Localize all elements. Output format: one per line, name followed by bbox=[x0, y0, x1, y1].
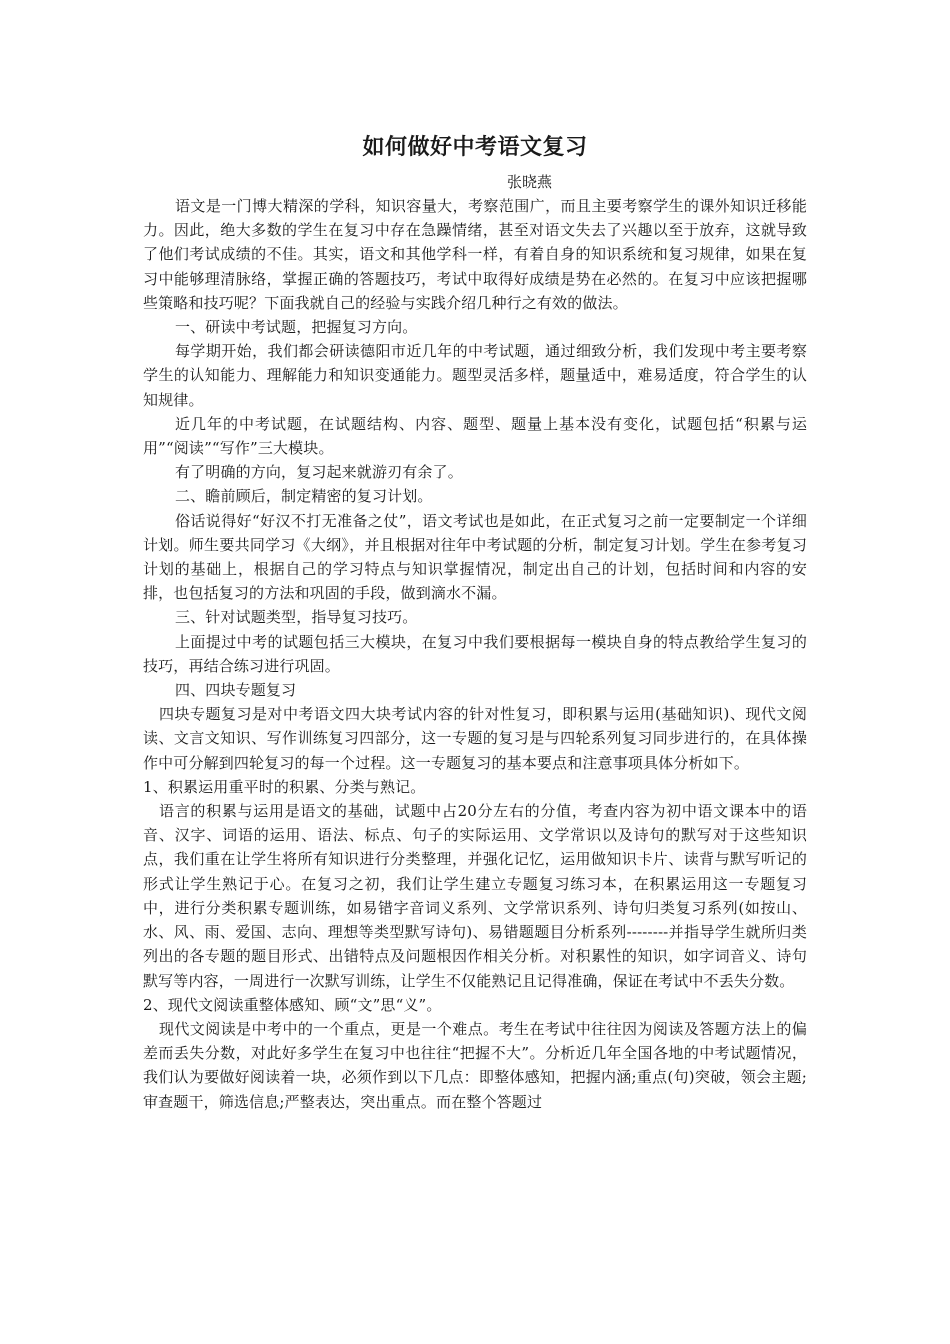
paragraph: 近几年的中考试题，在试题结构、内容、题型、题量上基本没有变化，试题包括“积累与运用”“阅读”“写作”三大模块。 bbox=[143, 414, 807, 458]
document-title: 如何做好中考语文复习 bbox=[362, 135, 588, 160]
subsection-heading-1: 1、积累运用重平时的积累、分类与熟记。 bbox=[143, 777, 426, 796]
paragraph: 有了明确的方向，复习起来就游刃有余了。 bbox=[175, 463, 463, 482]
section-heading-4: 四、四块专题复习 bbox=[175, 681, 297, 700]
document-author: 张晓燕 bbox=[507, 173, 553, 191]
document-page bbox=[143, 132, 807, 1114]
paragraph-intro: 语文是一门博大精深的学科，知识容量大，考察范围广，而且主要考察学生的课外知识迁移能力。因此，绝大多数的学生在复习中存在急躁情绪，甚至对语文失去了兴趣以至于放弃，这就导致了他们考试成绩的不佳。其实，语文和其他学科一样，有着自身的知识系统和复习规律，如果在复习中能够理清脉络，掌握正确的答题技巧，考试中取得好成绩是势在必然的。在复习中应该把握哪些策略和技巧呢？下面我就自己的经验与实践介绍几种行之有效的做法。 bbox=[143, 197, 807, 312]
paragraph: 现代文阅读是中考中的一个重点，更是一个难点。考生在考试中往往因为阅读及答题方法上的偏差而丢失分数，对此好多学生在复习中也往往“把握不大”。分析近几年全国各地的中考试题情况，我们认为要做好阅读着一块，必须作到以下几点：即整体感知，把握内涵;重点(句)突破，领会主题;审查题干，筛选信息;严整表达，突出重点。而在整个答题过 bbox=[143, 1019, 807, 1111]
paragraph: 语言的积累与运用是语文的基础，试题中占20分左右的分值，考查内容为初中语文课本中的语音、汉字、词语的运用、语法、标点、句子的实际运用、文学常识以及诗句的默写对于这些知识点，我们重在让学生将所有知识进行分类整理，并强化记忆，运用做知识卡片、读背与默写听记的形式让学生熟记于心。在复习之初，我们让学生建立专题复习练习本，在积累运用这一专题复习中，进行分类积累专题训练，如易错字音词义系列、文学常识系列、诗句归类复习系列(如按山、水、风、雨、爱国、志向、理想等类型默写诗句)、易错题题目分析系列--------并指导学生就所归类列出的各专题的题目形式、出错特点及问题根因作相关分析。对积累性的知识，如字词音义、诗句默写等内容，一周进行一次默写训练，让学生不仅能熟记且记得准确，保证在考试中不丢失分数。 bbox=[143, 802, 807, 990]
paragraph: 俗话说得好“好汉不打无准备之仗”，语文考试也是如此，在正式复习之前一定要制定一个详细计划。师生要共同学习《大纲》，并且根据对往年中考试题的分析，制定复习计划。学生在参考复习计划的基础上，根据自己的学习特点与知识掌握情况，制定出自己的计划，包括时间和内容的安排，也包括复习的方法和巩固的手段，做到滴水不漏。 bbox=[143, 511, 807, 603]
section-heading-2: 二、瞻前顾后，制定精密的复习计划。 bbox=[175, 487, 433, 506]
subsection-heading-2: 2、现代文阅读重整体感知、顾“文”思“义”。 bbox=[143, 995, 442, 1014]
section-heading-1: 一、研读中考试题，把握复习方向。 bbox=[175, 318, 418, 337]
paragraph: 四块专题复习是对中考语文四大块考试内容的针对性复习，即积累与运用(基础知识)、现代文阅读、文言文知识、写作训练复习四部分，这一专题的复习是与四轮系列复习同步进行的，在具体操作中可分解到四轮复习的每一个过程。这一专题复习的基本要点和注意事项具体分析如下。 bbox=[143, 705, 807, 772]
section-heading-3: 三、针对试题类型，指导复习技巧。 bbox=[175, 608, 418, 627]
paragraph: 上面提过中考的试题包括三大模块，在复习中我们要根据每一模块自身的特点教给学生复习的技巧，再结合练习进行巩固。 bbox=[143, 632, 807, 675]
paragraph: 每学期开始，我们都会研读德阳市近几年的中考试题，通过细致分析，我们发现中考主要考察学生的认知能力、理解能力和知识变通能力。题型灵活多样，题量适中，难易适度，符合学生的认知规律。 bbox=[143, 342, 807, 409]
